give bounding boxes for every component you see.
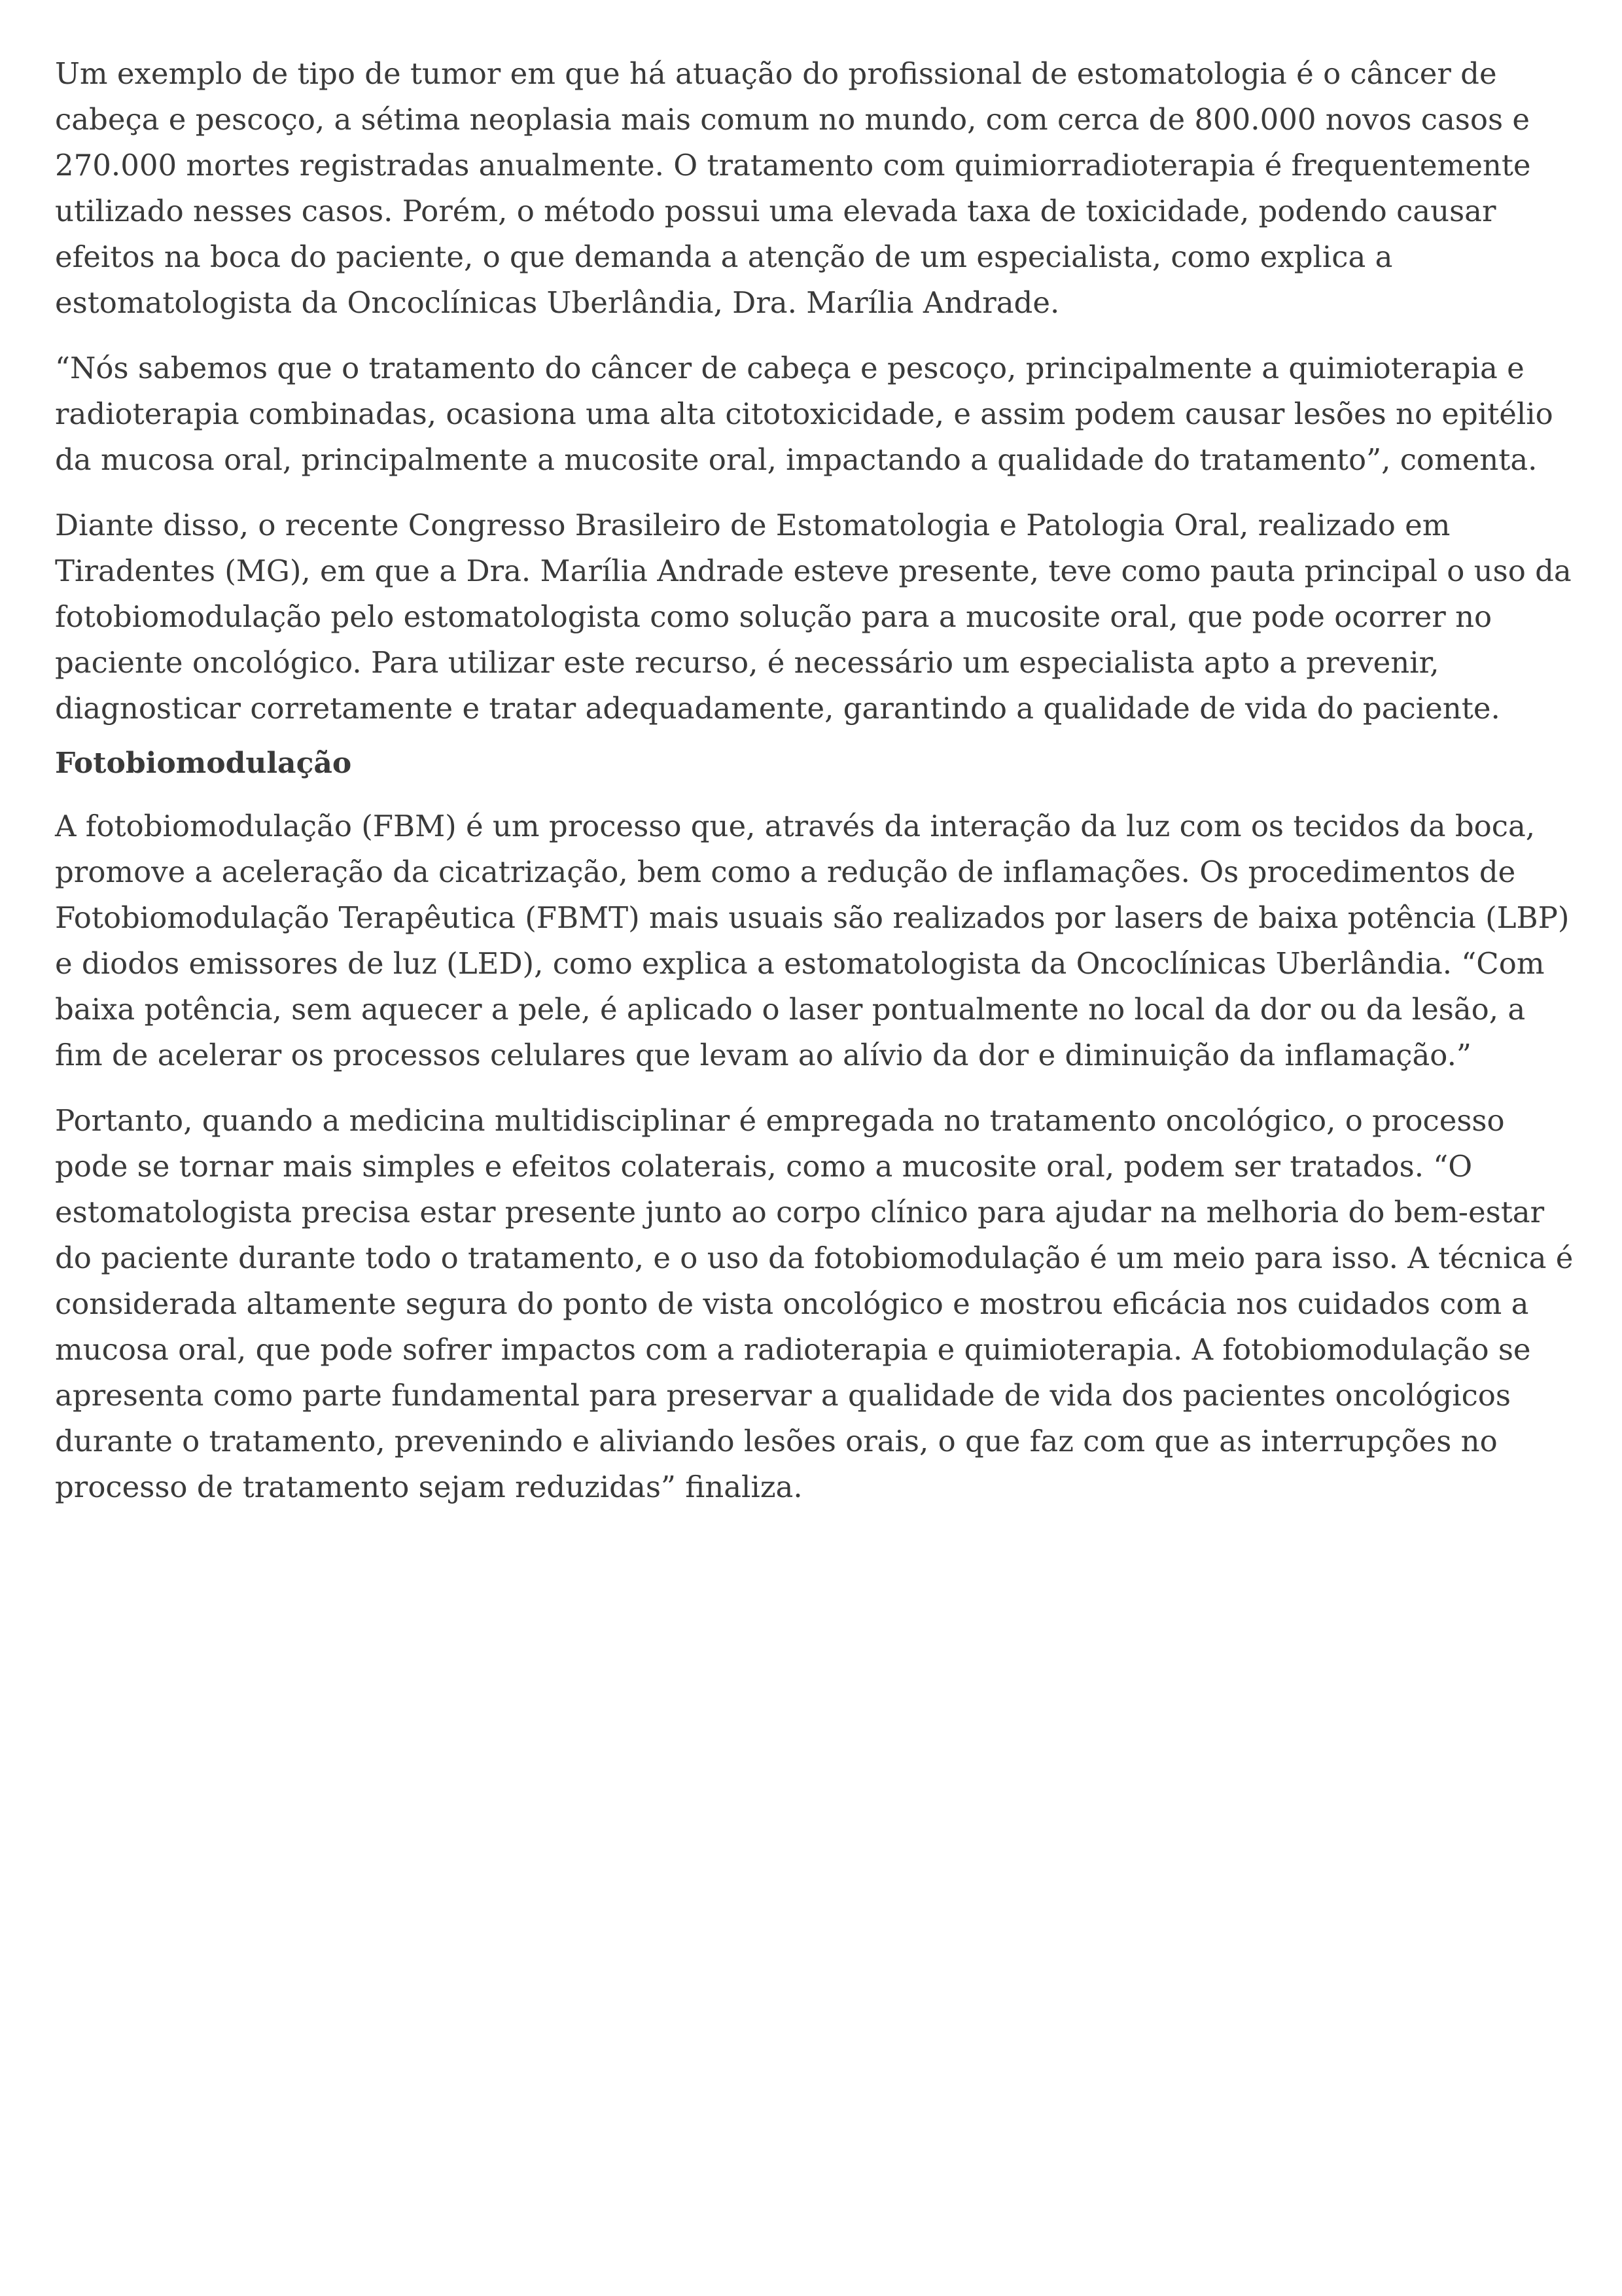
paragraph-quote: “Nós sabemos que o tratamento do câncer de cabeça e pescoço, principalmente a quimioterapia e radioterapia combinadas, ocasiona uma alta citotoxicidade, e assim podem causar lesões no epitélio da mucosa oral, principalmente a mucosite oral, impactando a qualidade do tratamento”, comenta. [55, 351, 1553, 477]
paragraph-intro: Um exemplo de tipo de tumor em que há atuação do profissional de estomatologia é o câncer de cabeça e pescoço, a sétima neoplasia mais comum no mundo, com cerca de 800.000 novos casos e 270.000 mortes registradas anualmente. O tratamento com quimiorradioterapia é frequentemente utilizado nesses casos. Porém, o método possui uma elevada taxa de toxicidade, podendo causar efeitos na boca do paciente, o que demanda a atenção de um especialista, como explica a estomatologista da Oncoclínicas Uberlândia, Dra. Marília Andrade. [55, 56, 1531, 320]
paragraph-congress: Diante disso, o recente Congresso Brasileiro de Estomatologia e Patologia Oral, realizado em Tiradentes (MG), em que a Dra. Marília Andrade esteve presente, teve como pauta principal o uso da fotobiomodulação pelo estomatologista como solução para a mucosite oral, que pode ocorrer no paciente oncológico. Para utilizar este recurso, é necessário um especialista apto a prevenir, diagnosticar corretamente e tratar adequadamente, garantindo a qualidade de vida do paciente. [55, 508, 1572, 726]
section-heading: Fotobiomodulação [55, 747, 352, 780]
paragraph-fbm: A fotobiomodulação (FBM) é um processo que, através da interação da luz com os tecidos da boca, promove a aceleração da cicatrização, bem como a redução de inflamações. Os procedimentos de Fotobiomodulação Terapêutica (FBMT) mais usuais são realizados por lasers de baixa potência (LBP) e diodos emissores de luz (LED), como explica a estomatologista da Oncoclínicas Uberlândia. “Com baixa potência, sem aquecer a pele, é aplicado o laser pontualmente no local da dor ou da lesão, a fim de acelerar os processos celulares que levam ao alívio da dor e diminuição da inflamação.” [55, 809, 1570, 1072]
article-body [55, 51, 1579, 1530]
paragraph-conclusion: Portanto, quando a medicina multidisciplinar é empregada no tratamento oncológico, o processo pode se tornar mais simples e efeitos colaterais, como a mucosite oral, podem ser tratados. “O estomatologista precisa estar presente junto ao corpo clínico para ajudar na melhoria do bem-estar do paciente durante todo o tratamento, e o uso da fotobiomodulação é um meio para isso. A técnica é considerada altamente segura do ponto de vista oncológico e mostrou eficácia nos cuidados com a mucosa oral, que pode sofrer impactos com a radioterapia e quimioterapia. A fotobiomodulação se apresenta como parte fundamental para preservar a qualidade de vida dos pacientes oncológicos durante o tratamento, prevenindo e aliviando lesões orais, o que faz com que as interrupções no processo de tratamento sejam reduzidas” finaliza. [55, 1103, 1574, 1504]
